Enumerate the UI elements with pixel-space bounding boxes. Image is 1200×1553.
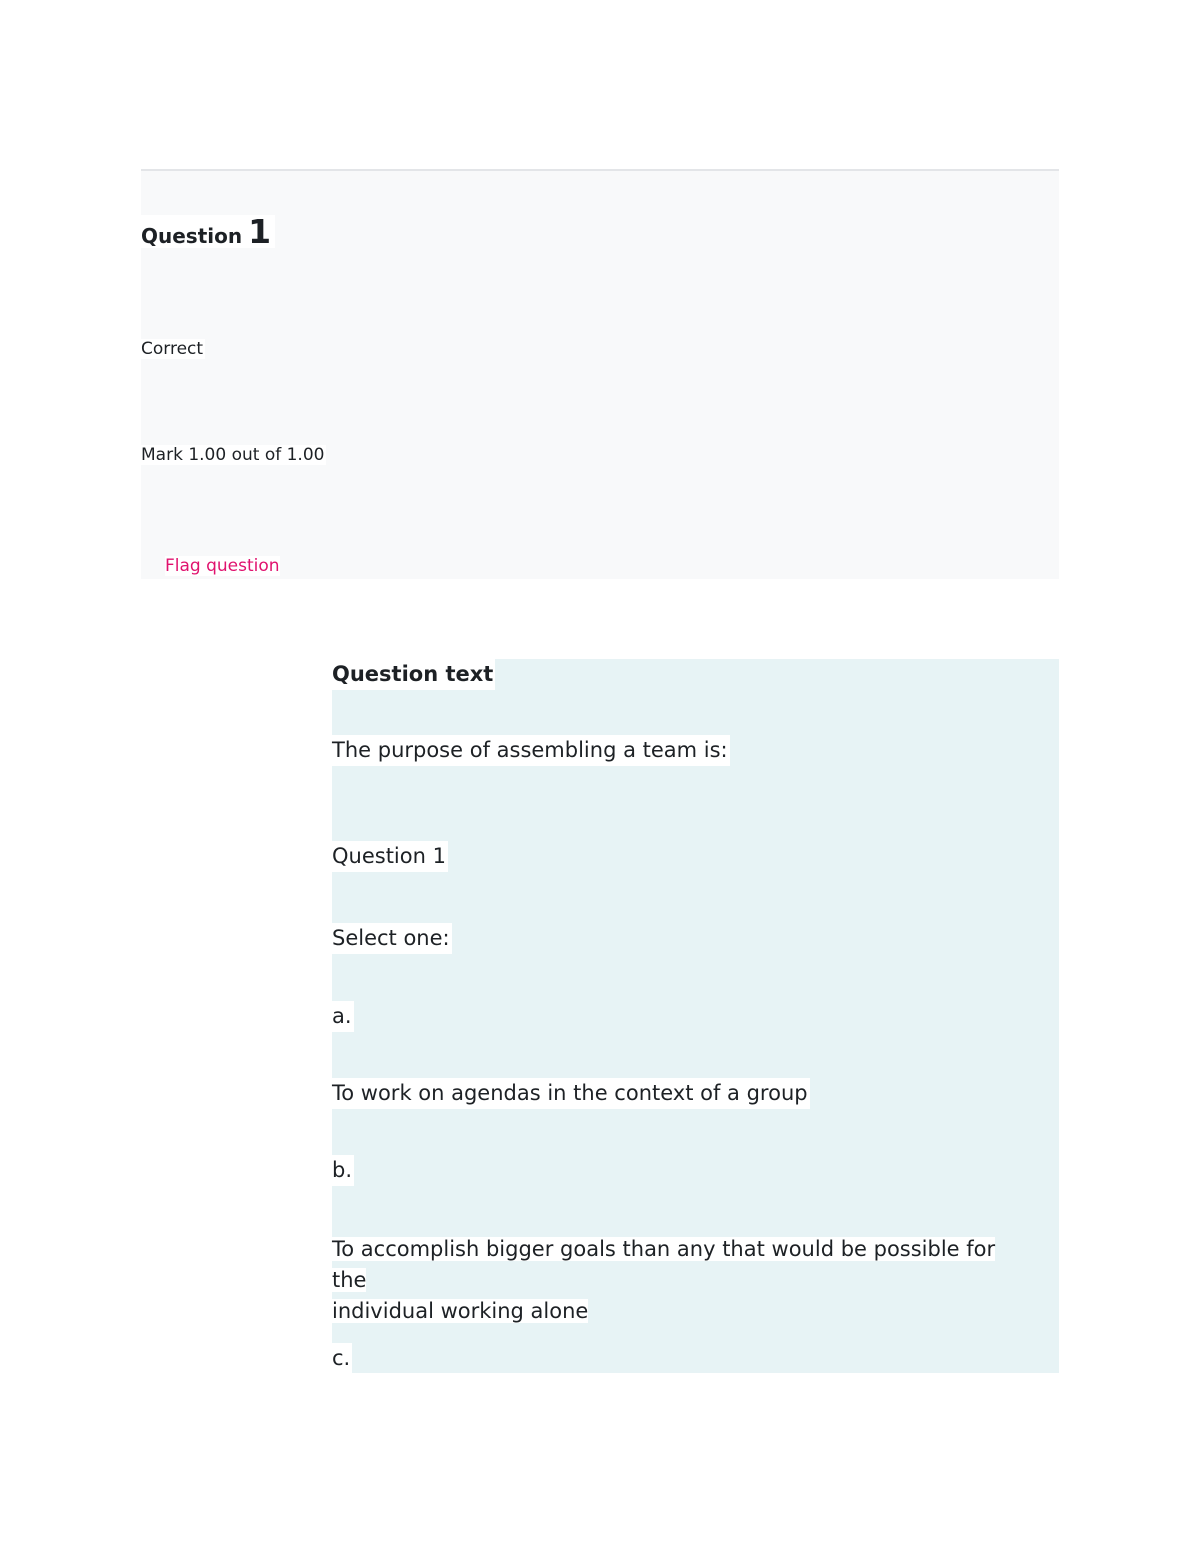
option-b-text-line-1: To accomplish bigger goals than any that would be possible for the bbox=[332, 1237, 996, 1292]
option-b-letter[interactable]: b. bbox=[332, 1155, 354, 1186]
question-reference: Question 1 bbox=[332, 841, 448, 872]
select-one-prompt: Select one: bbox=[332, 923, 452, 954]
option-b-text-line-2: individual working alone bbox=[332, 1299, 589, 1323]
question-grade: Mark 1.00 out of 1.00 bbox=[141, 445, 325, 465]
option-a-text[interactable]: To work on agendas in the context of a group bbox=[332, 1078, 810, 1109]
question-content-panel bbox=[332, 659, 1059, 1373]
question-info-panel bbox=[141, 169, 1059, 579]
option-c-letter[interactable]: c. bbox=[332, 1343, 352, 1374]
question-label: Question bbox=[141, 224, 243, 248]
option-b-text[interactable] bbox=[332, 1234, 1034, 1327]
flag-question-link[interactable]: Flag question bbox=[165, 556, 280, 576]
question-text-heading: Question text bbox=[332, 659, 495, 690]
question-number: 1 bbox=[248, 212, 272, 251]
question-state: Correct bbox=[141, 339, 204, 359]
question-text: The purpose of assembling a team is: bbox=[332, 735, 730, 766]
option-a-letter[interactable]: a. bbox=[332, 1001, 354, 1032]
question-number-heading bbox=[141, 212, 275, 251]
